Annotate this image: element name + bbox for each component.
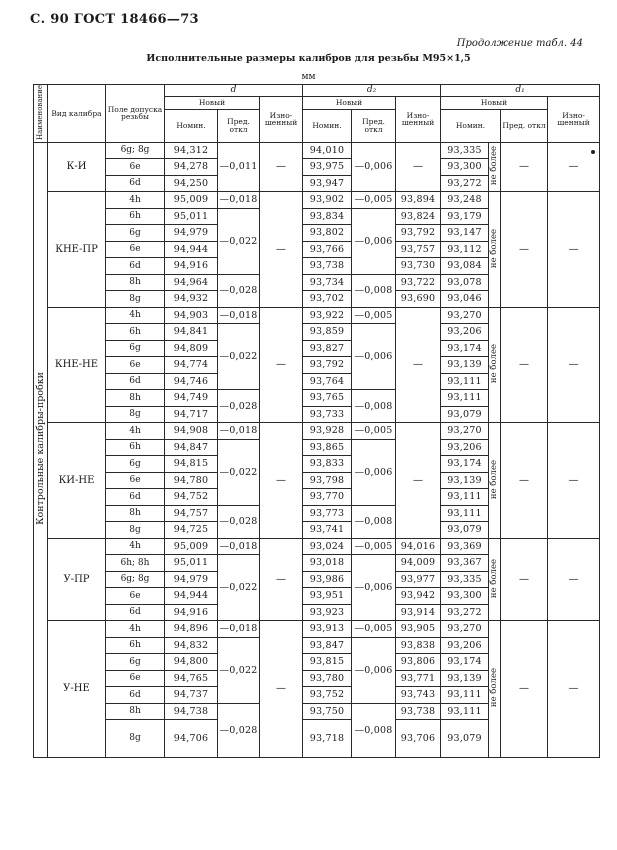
header-d-worn: Изно-шенный [260, 97, 303, 143]
d1-nominal: 93,111 [441, 489, 489, 506]
d1-nominal: 93,111 [441, 505, 489, 522]
tolerance-field: 6d [106, 373, 165, 390]
d1-nominal: 93,079 [441, 406, 489, 423]
tolerance-field: 6d [106, 687, 165, 704]
table-row [34, 307, 600, 324]
table-row [34, 192, 600, 209]
d2-deviation: —0,006 [352, 439, 396, 505]
d-nominal: 95,011 [165, 208, 218, 225]
d-deviation: —0,022 [218, 637, 260, 703]
d-nominal: 94,717 [165, 406, 218, 423]
d1-worn: — [548, 423, 600, 539]
d1-nominal: 93,270 [441, 423, 489, 440]
d2-nominal: 93,865 [303, 439, 352, 456]
d1-deviation: — [501, 192, 548, 308]
d-deviation: —0,018 [218, 307, 260, 324]
d-nominal: 94,916 [165, 604, 218, 621]
d-nominal: 94,908 [165, 423, 218, 440]
tolerance-field: 6d [106, 175, 165, 192]
d2-nominal: 93,765 [303, 390, 352, 407]
tolerance-field: 8h [106, 703, 165, 720]
header-name: Наименование [34, 85, 48, 143]
tolerance-field: 6g [106, 456, 165, 473]
d2-worn: 93,894 [396, 192, 441, 209]
tolerance-field: 8g [106, 406, 165, 423]
d-nominal: 94,944 [165, 588, 218, 605]
d-nominal: 94,800 [165, 654, 218, 671]
d1-nominal: 93,272 [441, 175, 489, 192]
d2-nominal: 93,738 [303, 258, 352, 275]
d1-nominal: 93,046 [441, 291, 489, 308]
d2-deviation: —0,006 [352, 324, 396, 390]
d1-worn: — [548, 307, 600, 423]
d2-deviation: —0,005 [352, 621, 396, 638]
d2-deviation: —0,008 [352, 703, 396, 758]
d2-deviation: —0,006 [352, 555, 396, 621]
d-nominal: 94,752 [165, 489, 218, 506]
header-d-new: Новый [165, 97, 260, 110]
d-nominal: 94,932 [165, 291, 218, 308]
d-nominal: 94,809 [165, 340, 218, 357]
table-row [34, 621, 600, 638]
d-nominal: 94,278 [165, 159, 218, 176]
d-nominal: 94,738 [165, 703, 218, 720]
d2-deviation: —0,006 [352, 208, 396, 274]
d-deviation: —0,011 [218, 142, 260, 192]
d2-nominal: 93,975 [303, 159, 352, 176]
header-d1-new: Новый [441, 97, 548, 110]
d1-nominal: 93,079 [441, 522, 489, 539]
d-worn: — [260, 192, 303, 308]
d1-nominal: 93,367 [441, 555, 489, 572]
header-tolerance: Поле допуска резьбы [106, 85, 165, 143]
d-nominal: 94,725 [165, 522, 218, 539]
d-deviation: —0,022 [218, 208, 260, 274]
d2-deviation: —0,008 [352, 274, 396, 307]
d2-nominal: 93,024 [303, 538, 352, 555]
tolerance-field: 6e [106, 472, 165, 489]
calibers-table [33, 84, 600, 758]
d1-deviation: — [501, 538, 548, 621]
d-nominal: 94,979 [165, 571, 218, 588]
d-deviation: —0,018 [218, 423, 260, 440]
d1-not-more: не более [489, 423, 501, 539]
d2-nominal: 93,815 [303, 654, 352, 671]
caliber-type: У-ПР [48, 538, 106, 621]
d2-nominal: 93,733 [303, 406, 352, 423]
d2-worn: 93,722 [396, 274, 441, 291]
tolerance-field: 4h [106, 423, 165, 440]
tolerance-field: 6d [106, 258, 165, 275]
tolerance-field: 6e [106, 588, 165, 605]
tolerance-field: 6h [106, 208, 165, 225]
tolerance-field: 6e [106, 159, 165, 176]
caliber-type: К-И [48, 142, 106, 192]
tolerance-field: 6g [106, 340, 165, 357]
d1-deviation: — [501, 307, 548, 423]
d2-nominal: 93,766 [303, 241, 352, 258]
d-nominal: 94,944 [165, 241, 218, 258]
d2-nominal: 93,847 [303, 637, 352, 654]
header-d1-pred: Пред. откл [501, 109, 548, 142]
d1-not-more: не более [489, 307, 501, 423]
d2-worn: — [396, 142, 441, 192]
d-nominal: 94,903 [165, 307, 218, 324]
d-deviation: —0,018 [218, 538, 260, 555]
header-d1: d₁ [441, 85, 600, 97]
d1-nominal: 93,206 [441, 637, 489, 654]
tolerance-field: 6h [106, 637, 165, 654]
table-title: Исполнительные размеры калибров для резьбы М95×1,5 [146, 53, 471, 64]
d2-worn: 93,730 [396, 258, 441, 275]
d-deviation: —0,018 [218, 192, 260, 209]
d-nominal: 94,896 [165, 621, 218, 638]
d1-nominal: 93,335 [441, 142, 489, 159]
caliber-type: КИ-НЕ [48, 423, 106, 539]
d1-nominal: 93,139 [441, 670, 489, 687]
d2-worn: 93,806 [396, 654, 441, 671]
d2-nominal: 93,798 [303, 472, 352, 489]
d2-worn: 94,016 [396, 538, 441, 555]
d2-worn: 93,738 [396, 703, 441, 720]
d1-nominal: 93,248 [441, 192, 489, 209]
d1-nominal: 93,179 [441, 208, 489, 225]
d2-nominal: 93,734 [303, 274, 352, 291]
d-nominal: 94,832 [165, 637, 218, 654]
d-deviation: —0,022 [218, 555, 260, 621]
d1-nominal: 93,272 [441, 604, 489, 621]
d2-deviation: —0,005 [352, 423, 396, 440]
tolerance-field: 4h [106, 621, 165, 638]
d1-worn: — [548, 621, 600, 758]
d-nominal: 94,765 [165, 670, 218, 687]
d2-nominal: 93,802 [303, 225, 352, 242]
d1-nominal: 93,084 [441, 258, 489, 275]
d2-deviation: —0,005 [352, 192, 396, 209]
table-row [34, 538, 600, 555]
d2-nominal: 93,913 [303, 621, 352, 638]
d-nominal: 94,312 [165, 142, 218, 159]
tolerance-field: 6g; 8g [106, 571, 165, 588]
d1-deviation: — [501, 142, 548, 192]
tolerance-field: 6e [106, 670, 165, 687]
d-worn: — [260, 621, 303, 758]
d2-nominal: 93,018 [303, 555, 352, 572]
tolerance-field: 6d [106, 489, 165, 506]
d2-nominal: 93,770 [303, 489, 352, 506]
d2-nominal: 93,718 [303, 720, 352, 758]
d-nominal: 94,979 [165, 225, 218, 242]
d2-worn: 93,706 [396, 720, 441, 758]
d2-nominal: 93,928 [303, 423, 352, 440]
caliber-type: У-НЕ [48, 621, 106, 758]
d-nominal: 94,916 [165, 258, 218, 275]
d1-nominal: 93,112 [441, 241, 489, 258]
tolerance-field: 6e [106, 357, 165, 374]
table-row [34, 423, 600, 440]
d1-not-more: не более [489, 621, 501, 758]
d2-deviation: —0,008 [352, 390, 396, 423]
d1-deviation: — [501, 423, 548, 539]
d-nominal: 94,746 [165, 373, 218, 390]
d1-nominal: 93,300 [441, 159, 489, 176]
header-d2-pred: Пред. откл [352, 109, 396, 142]
d1-not-more: не более [489, 538, 501, 621]
d-nominal: 94,774 [165, 357, 218, 374]
d1-not-more: не более [489, 142, 501, 192]
d2-nominal: 93,833 [303, 456, 352, 473]
d1-not-more: не более [489, 192, 501, 308]
d-nominal: 94,749 [165, 390, 218, 407]
d1-nominal: 93,079 [441, 720, 489, 758]
d-worn: — [260, 142, 303, 192]
d-nominal: 94,964 [165, 274, 218, 291]
d2-nominal: 93,986 [303, 571, 352, 588]
d2-nominal: 93,780 [303, 670, 352, 687]
tolerance-field: 6h; 8h [106, 555, 165, 572]
d2-worn: 93,905 [396, 621, 441, 638]
d1-nominal: 93,335 [441, 571, 489, 588]
d1-nominal: 93,139 [441, 472, 489, 489]
d1-nominal: 93,300 [441, 588, 489, 605]
d-nominal: 94,706 [165, 720, 218, 758]
d2-nominal: 93,834 [303, 208, 352, 225]
tolerance-field: 6g [106, 654, 165, 671]
table-row [34, 142, 600, 159]
page-header: С. 90 ГОСТ 18466—73 [30, 12, 199, 27]
d1-nominal: 93,111 [441, 373, 489, 390]
d2-worn: 93,690 [396, 291, 441, 308]
d1-nominal: 93,270 [441, 307, 489, 324]
d1-nominal: 93,174 [441, 456, 489, 473]
header-d2-worn: Изно-шенный [396, 97, 441, 143]
d1-nominal: 93,111 [441, 703, 489, 720]
d2-deviation: —0,006 [352, 142, 396, 192]
d2-nominal: 93,922 [303, 307, 352, 324]
d1-nominal: 93,174 [441, 340, 489, 357]
tolerance-field: 8g [106, 720, 165, 758]
d2-nominal: 93,859 [303, 324, 352, 341]
d-nominal: 95,009 [165, 538, 218, 555]
d2-worn: 93,743 [396, 687, 441, 704]
d2-worn: — [396, 423, 441, 539]
d2-worn: 93,977 [396, 571, 441, 588]
d-worn: — [260, 538, 303, 621]
tolerance-field: 4h [106, 538, 165, 555]
tolerance-field: 8g [106, 522, 165, 539]
d-deviation: —0,028 [218, 390, 260, 423]
header-d: d [165, 85, 303, 97]
d2-nominal: 93,702 [303, 291, 352, 308]
header-d1-worn: Изно-шенный [548, 97, 600, 143]
d2-nominal: 93,764 [303, 373, 352, 390]
d1-nominal: 93,111 [441, 687, 489, 704]
table-body [34, 142, 600, 758]
tolerance-field: 8h [106, 390, 165, 407]
d-deviation: —0,028 [218, 274, 260, 307]
d2-deviation: —0,008 [352, 505, 396, 538]
header-d-nomin: Номин. [165, 109, 218, 142]
d-nominal: 94,815 [165, 456, 218, 473]
d-nominal: 95,011 [165, 555, 218, 572]
d-nominal: 94,841 [165, 324, 218, 341]
d-nominal: 94,737 [165, 687, 218, 704]
header-d2-new: Новый [303, 97, 396, 110]
d2-worn: 93,792 [396, 225, 441, 242]
d2-nominal: 93,741 [303, 522, 352, 539]
unit-label: мм [301, 72, 316, 82]
d1-worn: — [548, 538, 600, 621]
header-d2-nomin: Номин. [303, 109, 352, 142]
d2-worn: 93,838 [396, 637, 441, 654]
tolerance-field: 6d [106, 604, 165, 621]
d-deviation: —0,022 [218, 324, 260, 390]
d2-nominal: 93,947 [303, 175, 352, 192]
d1-nominal: 93,147 [441, 225, 489, 242]
d1-nominal: 93,139 [441, 357, 489, 374]
header-d2: d₂ [303, 85, 441, 97]
table-header [34, 85, 600, 143]
d2-nominal: 93,750 [303, 703, 352, 720]
d2-nominal: 93,951 [303, 588, 352, 605]
d2-nominal: 93,773 [303, 505, 352, 522]
d1-worn: — [548, 142, 600, 192]
d-nominal: 94,250 [165, 175, 218, 192]
d-nominal: 94,780 [165, 472, 218, 489]
d2-worn: 94,009 [396, 555, 441, 572]
tolerance-field: 4h [106, 192, 165, 209]
d2-worn: 93,757 [396, 241, 441, 258]
continuation-label: Продолжение табл. 44 [456, 38, 583, 49]
caliber-type: КНЕ-НЕ [48, 307, 106, 423]
d1-nominal: 93,369 [441, 538, 489, 555]
d1-worn: — [548, 192, 600, 308]
d2-nominal: 93,752 [303, 687, 352, 704]
tolerance-field: 6g; 8g [106, 142, 165, 159]
d-worn: — [260, 307, 303, 423]
d2-worn: — [396, 307, 441, 423]
d-nominal: 94,757 [165, 505, 218, 522]
d2-deviation: —0,005 [352, 307, 396, 324]
d2-worn: 93,914 [396, 604, 441, 621]
d-deviation: —0,028 [218, 505, 260, 538]
group-label: Контрольные калибры-пробки [34, 142, 48, 758]
tolerance-field: 6h [106, 439, 165, 456]
tolerance-field: 4h [106, 307, 165, 324]
header-caliber: Вид калибра [48, 85, 106, 143]
d2-nominal: 93,902 [303, 192, 352, 209]
caliber-type: КНЕ-ПР [48, 192, 106, 308]
d1-nominal: 93,206 [441, 439, 489, 456]
header-d1-nomin: Номин. [441, 109, 501, 142]
d1-nominal: 93,111 [441, 390, 489, 407]
tolerance-field: 8h [106, 505, 165, 522]
d2-deviation: —0,006 [352, 637, 396, 703]
d-deviation: —0,022 [218, 439, 260, 505]
tolerance-field: 6h [106, 324, 165, 341]
tolerance-field: 6g [106, 225, 165, 242]
d2-worn: 93,771 [396, 670, 441, 687]
tolerance-field: 8h [106, 274, 165, 291]
d2-nominal: 93,827 [303, 340, 352, 357]
header-d-pred: Пред. откл [218, 109, 260, 142]
d-worn: — [260, 423, 303, 539]
d1-deviation: — [501, 621, 548, 758]
d-nominal: 94,847 [165, 439, 218, 456]
d2-worn: 93,942 [396, 588, 441, 605]
d-nominal: 95,009 [165, 192, 218, 209]
d2-worn: 93,824 [396, 208, 441, 225]
d1-nominal: 93,174 [441, 654, 489, 671]
d1-nominal: 93,270 [441, 621, 489, 638]
d2-deviation: —0,005 [352, 538, 396, 555]
d-deviation: —0,018 [218, 621, 260, 638]
d1-nominal: 93,078 [441, 274, 489, 291]
tolerance-field: 8g [106, 291, 165, 308]
d-deviation: —0,028 [218, 703, 260, 758]
d2-nominal: 94,010 [303, 142, 352, 159]
d2-nominal: 93,792 [303, 357, 352, 374]
d2-nominal: 93,923 [303, 604, 352, 621]
tolerance-field: 6e [106, 241, 165, 258]
d1-nominal: 93,206 [441, 324, 489, 341]
